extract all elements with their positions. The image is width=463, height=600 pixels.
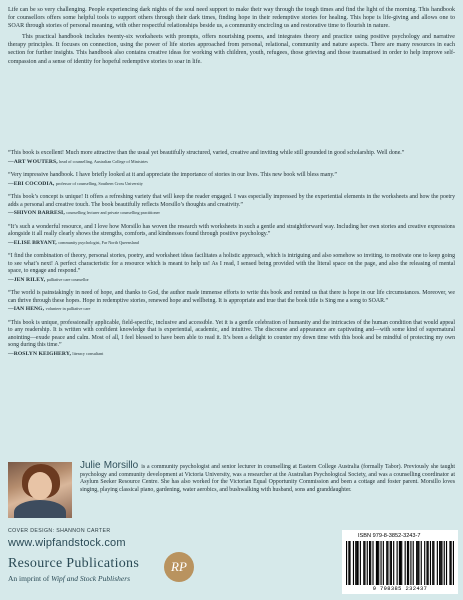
endorser-name: —IAN HENG, — [8, 306, 45, 312]
publisher-website: www.wipfandstock.com — [8, 537, 126, 549]
endorser-name: —ELISE BRYANT, — [8, 239, 57, 246]
publisher-logo-icon — [164, 552, 194, 582]
endorsement-text: “It’s such a wonderful resource, and I love how Morsillo has woven the research with worksheets in such a gentle and straightforward way. Including her own stories and creative expressions alongside it all really clearly shows the strengths, comforts, and kindnesses found through positive psychology.” — [8, 223, 455, 237]
endorsement-text: “This book’s concept is unique! It offers a refreshing variety that will keep the reader engaged. I was especially impressed by the experiential elements in the worksheets and how the poetry adds a personal and creative touch. The book beautifully reflects Morsillo’s thoughts and creativity.” — [8, 194, 455, 208]
endorser-name: —ROSLYN KEIGHERY, — [8, 350, 71, 357]
imprint-prefix: An imprint of — [8, 574, 52, 583]
endorsement — [8, 253, 455, 284]
endorser-role: community psychologist, Far North Queensland — [58, 239, 139, 245]
endorsement-text: “I find the combination of theory, personal stories, poetry, and worksheet ideas facilitates a holistic approach, which is intriguing and also somehow so inviting, to motivate one to keep going to see what’s next! A perfect characteristic for a resource which is meant to help us! As I read, I sensed being provided with the literal space on the page, and also the releasing of mental space, to engage and respond.” — [8, 253, 455, 274]
barcode-icon — [346, 541, 454, 585]
endorser-role: head of counselling, Australian College of Ministries — [59, 158, 148, 164]
endorser-role: literacy consultant — [72, 350, 104, 356]
endorsement-text: “The world is painstakingly in need of hope, and thanks to God, the author made immense efforts to write this book and remind us that there is hope in our life circumstances. Moreover, we can thrive through these hopes. Hope in redemptive stories, renewed hope and wellbeing. It is appropriate and true that the book title is Sing me a song to SOAR.” — [8, 290, 455, 304]
barcode-digits: 9 798385 232437 — [372, 586, 428, 592]
endorsement-text: “Very impressive handbook. I have briefly looked at it and appreciate the importance of stories in our lives. This new book will bless many.” — [8, 172, 337, 178]
endorser-role: professor of counselling, Southern Cross University — [55, 180, 143, 186]
endorsement — [8, 224, 455, 248]
endorsement-attribution — [8, 350, 455, 359]
endorsement — [8, 320, 455, 359]
author-bio-text: is a community psychologist and senior lecturer in counselling at Eastern College Australia (formally Tabor). Previously she taught psychology and community development at Victoria University, was a researcher at the Australian Psychological Society, and was a counselling coordinator at Asylum Seeker Resource Centre. She has also worked for the Victorian Equal Opportunity Commission and been a cottage and foster parent. Morsillo loves singing, playing classical piano, gardening, water aerobics, and bushwalking with husband, sons and granddaughter. — [80, 464, 455, 493]
book-blurb — [8, 6, 455, 69]
endorser-role: palliative care counsellor — [46, 276, 89, 282]
endorser-name: —EBI COCODIA, — [8, 180, 55, 187]
publisher-name: Resource Publications — [8, 556, 140, 571]
endorser-name: —SHIVON BARRESI, — [8, 210, 65, 216]
author-photo — [8, 462, 72, 518]
imprint-name: Wipf and Stock Publishers — [51, 574, 131, 583]
author-bio — [80, 462, 455, 494]
endorser-name: —ART WOUTERS, — [8, 158, 58, 165]
endorsement-attribution — [8, 180, 455, 189]
endorsement-attribution — [8, 209, 455, 218]
endorsement — [8, 194, 455, 218]
blurb-paragraph-1: Life can be so very challenging. People experiencing dark nights of the soul need support to make their way through the tough times and find the light of the morning. This handbook for counsellors offers some helpful tools to support others through their dark times, finding hope in their redemptive stories for healing. This hope is life-giving and allows one to SOAR through stories of personal meaning, with other respectful relationships beside us, a community encircling us and restorative time to flourish in nature. — [8, 7, 455, 30]
isbn-label: ISBN 979-8-3852-3243-7 — [358, 533, 421, 539]
endorsement-text: “This book is unique, professionally applicable, field-specific, inclusive and accessible. Yet it is a gentle celebration of humanity and the intricacies of the human condition that would appeal to any readership. It is written with confident knowledge that is experiential, academic, and intuitive. The discourse and appearance are captivating and—with some kind of supernatural anointing—exude peace and calm. Most of all, I feel blessed to have been able to read it. It’s been a delight to counter my down time with this book and be mindful of protecting my own song during this time.” — [8, 319, 455, 348]
cover-design-credit: COVER DESIGN: SHANNON CARTER — [8, 528, 111, 534]
endorsement — [8, 290, 455, 314]
author-section — [8, 462, 455, 524]
publisher-imprint — [8, 574, 130, 583]
endorsement — [8, 172, 455, 188]
logo-text: RP — [171, 559, 187, 574]
endorser-role: volunteer in palliative care — [45, 306, 91, 311]
author-name: Julie Morsillo — [80, 460, 139, 471]
blurb-paragraph-2: This practical handbook includes twenty-six worksheets with prompts, offers nourishing poems, and integrates theory and practice using positive psychology and narrative therapy principles. It focuses on connection, using the power of life stories approached from personal, relational, community and nature aspects. There are many resources in each section for further insights. This handbook also contains creative ideas for working with children, youth, refugees, those grieving and those traumatised in order to help improve self-compassion and a sense of identity for hopeful redemptive stories to soar in life. — [8, 34, 455, 65]
endorsement-attribution — [8, 239, 455, 248]
endorsement — [8, 150, 455, 166]
endorsement-attribution — [8, 158, 455, 167]
endorser-name: —JEN RILEY, — [8, 276, 46, 283]
endorser-role: counselling lecturer and private counselling practitioner — [66, 210, 160, 215]
endorsements — [8, 150, 455, 364]
endorsement-attribution — [8, 276, 455, 285]
barcode-panel — [342, 530, 458, 594]
endorsement-attribution — [8, 305, 455, 314]
endorsement-text: “This book is excellent! Much more attractive than the usual yet beautifully structured, varied, creative and inviting while still grounded in good scholarship. Well done.” — [8, 150, 405, 156]
